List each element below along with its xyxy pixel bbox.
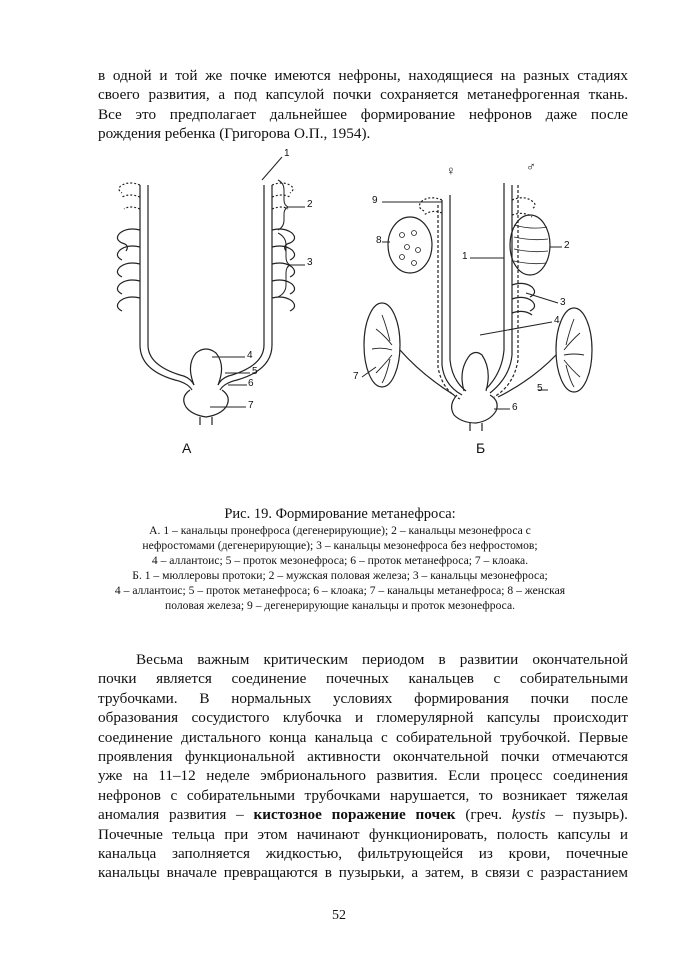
label-b-2: 2 bbox=[564, 240, 570, 251]
text-line: уже на 11–12 неделе эмбрионального развития. Если процесс соединения bbox=[98, 767, 628, 785]
label-b-9: 9 bbox=[372, 195, 378, 206]
panel-b-letter: Б bbox=[476, 440, 486, 456]
text-line: канальцы вначале превращаются в пузырьки, а затем, в связи с разрастанием bbox=[98, 864, 628, 882]
bold-term: кистозное поражение почек bbox=[253, 806, 456, 824]
figure-metanephros bbox=[100, 145, 620, 465]
label-b-3: 3 bbox=[560, 297, 566, 308]
caption-line: нефростомами (дегенерирующие); 3 – канальцы мезонефроса без нефростомов; bbox=[142, 539, 538, 552]
text-line: своего развития, а под капсулой почки сохраняется метанефрогенная ткань. bbox=[98, 86, 628, 104]
caption-line: А. 1 – канальцы пронефроса (дегенерирующие); 2 – канальцы мезонефроса с bbox=[149, 524, 531, 537]
text-fragment: аномалия развития – bbox=[98, 806, 254, 824]
text-fragment: – пузырь). bbox=[545, 806, 628, 824]
caption-title: Рис. 19. Формирование метанефроса: bbox=[224, 506, 456, 522]
label-b-8: 8 bbox=[376, 235, 382, 246]
caption-line: Б. 1 – мюллеровы протоки; 2 – мужская половая железа; 3 – канальцы мезонефроса; bbox=[132, 569, 548, 582]
label-a-7: 7 bbox=[248, 400, 254, 411]
figure-drawing bbox=[100, 145, 620, 465]
text-line: трубочками. В нормальных условиях формирования почки после bbox=[98, 689, 628, 707]
text-line: рождения ребенка (Григорова О.П., 1954). bbox=[98, 125, 371, 143]
text-line: соединение дистального конца канальца с собирательной трубочкой. Первые bbox=[98, 728, 628, 746]
male-symbol: ♂ bbox=[526, 159, 536, 174]
text-line: в одной и той же почке имеются нефроны, находящиеся на разных стадиях bbox=[98, 67, 628, 84]
label-a-1: 1 bbox=[284, 148, 290, 159]
intro-paragraph bbox=[98, 66, 628, 144]
text-line: нефронов с собирательными трубочками нарушается, то возникает тяжелая bbox=[98, 786, 628, 804]
label-b-5: 5 bbox=[537, 383, 543, 394]
label-b-6: 6 bbox=[512, 402, 518, 413]
text-line: Все это предполагает дальнейшее формирование нефронов даже после bbox=[98, 105, 628, 123]
label-a-4: 4 bbox=[247, 350, 253, 361]
label-b-1: 1 bbox=[462, 251, 468, 262]
page-number: 52 bbox=[332, 908, 346, 923]
text-line: Весьма важным критическим периодом в развитии окончательной bbox=[136, 651, 628, 668]
female-symbol: ♀ bbox=[446, 163, 456, 178]
text-line-with-term bbox=[98, 805, 628, 824]
text-line: проявления функциональной активности окончательной почки отмечаются bbox=[98, 748, 628, 766]
label-a-2: 2 bbox=[307, 199, 313, 210]
label-a-5: 5 bbox=[252, 366, 258, 377]
text-line: канальца заполняется жидкостью, фильтрующейся из крови, почечные bbox=[98, 845, 628, 863]
panel-b-drawing bbox=[362, 183, 592, 431]
text-fragment: (греч. bbox=[455, 806, 512, 824]
label-b-4: 4 bbox=[554, 315, 560, 326]
panel-a-drawing bbox=[117, 157, 305, 425]
panel-a-letter: А bbox=[182, 440, 192, 456]
caption-line: 4 – аллантоис; 5 – проток мезонефроса; 6 – проток метанефроса; 7 – клоака. bbox=[151, 554, 529, 567]
figure-caption bbox=[60, 505, 620, 613]
main-paragraph bbox=[98, 650, 628, 883]
text-line: Почечные тельца при этом начинают функционировать, полость капсулы и bbox=[98, 825, 628, 843]
label-a-3: 3 bbox=[307, 257, 313, 268]
caption-line: 4 – аллантоис; 5 – проток метанефроса; 6 – клоака; 7 – канальцы метанефроса; 8 – женская bbox=[114, 584, 566, 597]
text-line: образования сосудистого клубочка и гломерулярной капсулы происходит bbox=[98, 709, 628, 727]
label-b-7: 7 bbox=[353, 371, 359, 382]
label-a-6: 6 bbox=[248, 378, 254, 389]
text-line: почки является соединение почечных канальцев с собирательными bbox=[98, 670, 628, 688]
caption-line: половая железа; 9 – дегенерирующие канальцы и проток мезонефроса. bbox=[164, 599, 516, 612]
italic-term: kystis bbox=[511, 806, 546, 824]
